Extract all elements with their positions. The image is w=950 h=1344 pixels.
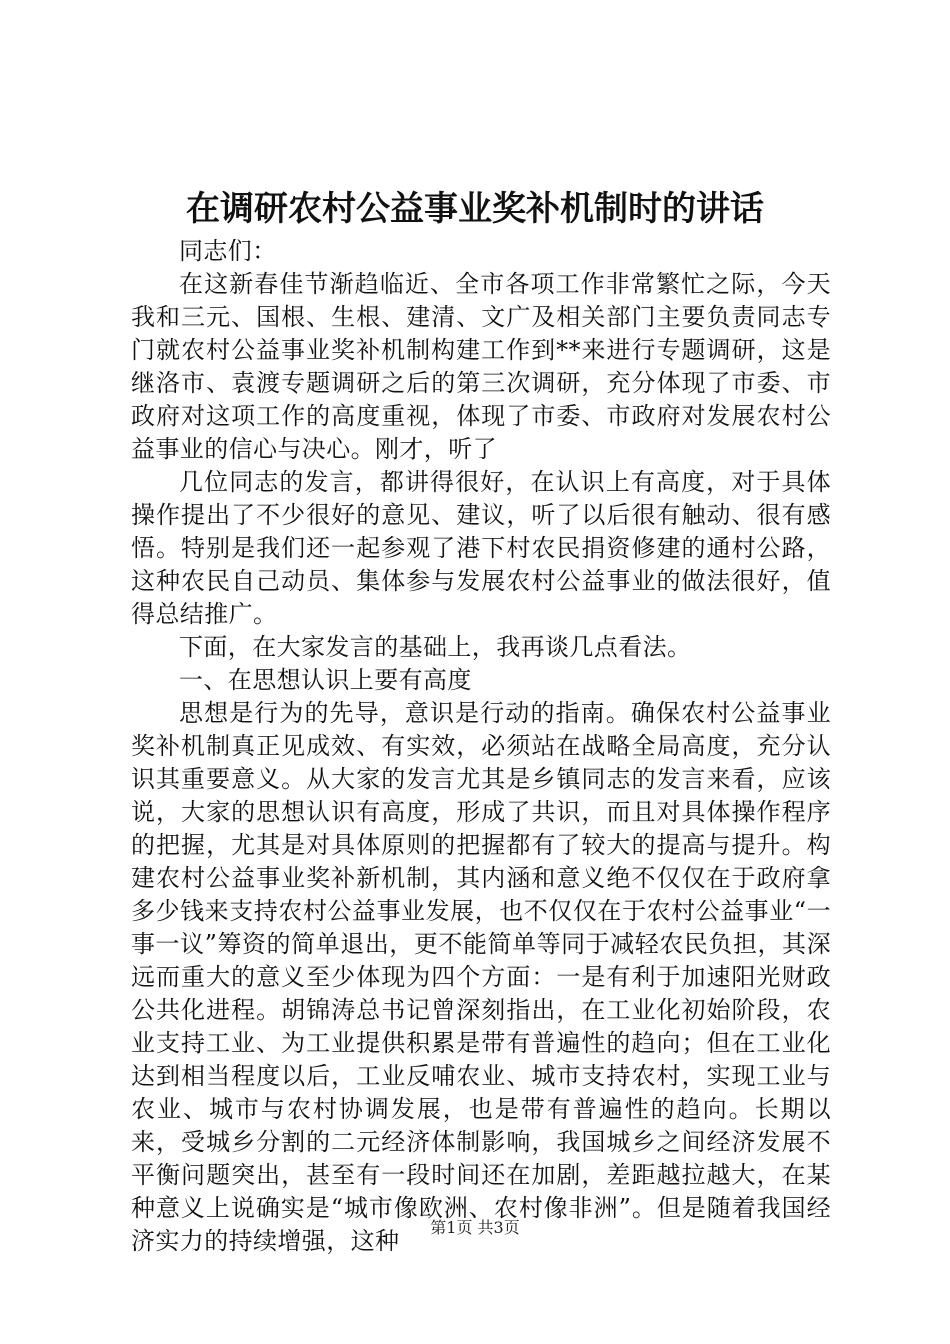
page-number-footer: 第1页 共3页 [430, 1218, 520, 1237]
body-paragraph: 思想是行为的先导，意识是行动的指南。确保农村公益事业奖补机制真正见成效、有实效，必须站在战略全局高度，充分认识其重要意义。从大家的发言尤其是乡镇同志的发言来看，应该说，大家的思想认识有高度，形成了共识，而且对具体操作程序的把握，尤其是对具体原则的把握都有了较大的提高与提升。构建农村公益事业奖补新机制，其内涵和意义绝不仅仅在于政府拿多少钱来支持农村公益事业发展，也不仅仅在于农村公益事业“一事一议”筹资的简单退出，更不能简单等同于减轻农民负担，其深远而重大的意义至少体现为四个方面：一是有利于加速阳光财政公共化进程。胡锦涛总书记曾深刻指出，在工业化初始阶段，农业支持工业、为工业提供积累是带有普遍性的趋向；但在工业化达到相当程度以后，工业反哺农业、城市支持农村，实现工业与农业、城市与农村协调发展，也是带有普遍性的趋向。长期以来，受城乡分割的二元经济体制影响，我国城乡之间经济发展不平衡问题突出，甚至有一段时间还在加剧，差距越拉越大，在某种意义上说确实是“城市像欧洲、农村像非洲”。但是随着我国经济实力的持续增强，这种 [131, 699, 831, 1255]
document-title: 在调研农村公益事业奖补机制时的讲话 [186, 189, 764, 229]
body-paragraph: 下面，在大家发言的基础上，我再谈几点看法。 [179, 633, 692, 661]
section-heading: 一、在思想认识上要有高度 [179, 666, 472, 694]
salutation-paragraph: 同志们： [179, 237, 277, 265]
document-body [131, 235, 831, 1258]
body-paragraph: 几位同志的发言，都讲得很好，在认识上有高度，对于具体操作提出了不少很好的意见、建议，听了以后很有触动、很有感悟。特别是我们还一起参观了港下村农民捐资修建的通村公路，这种农民自己动员、集体参与发展农村公益事业的做法很好，值得总结推广。 [131, 468, 831, 628]
body-paragraph: 在这新春佳节渐趋临近、全市各项工作非常繁忙之际，今天我和三元、国根、生根、建清、文广及相关部门主要负责同志专门就农村公益事业奖补机制构建工作到**来进行专题调研，这是继洛市、袁渡专题调研之后的第三次调研，充分体现了市委、市政府对这项工作的高度重视，体现了市委、市政府对发展农村公益事业的信心与决心。刚才，听了 [131, 270, 831, 463]
